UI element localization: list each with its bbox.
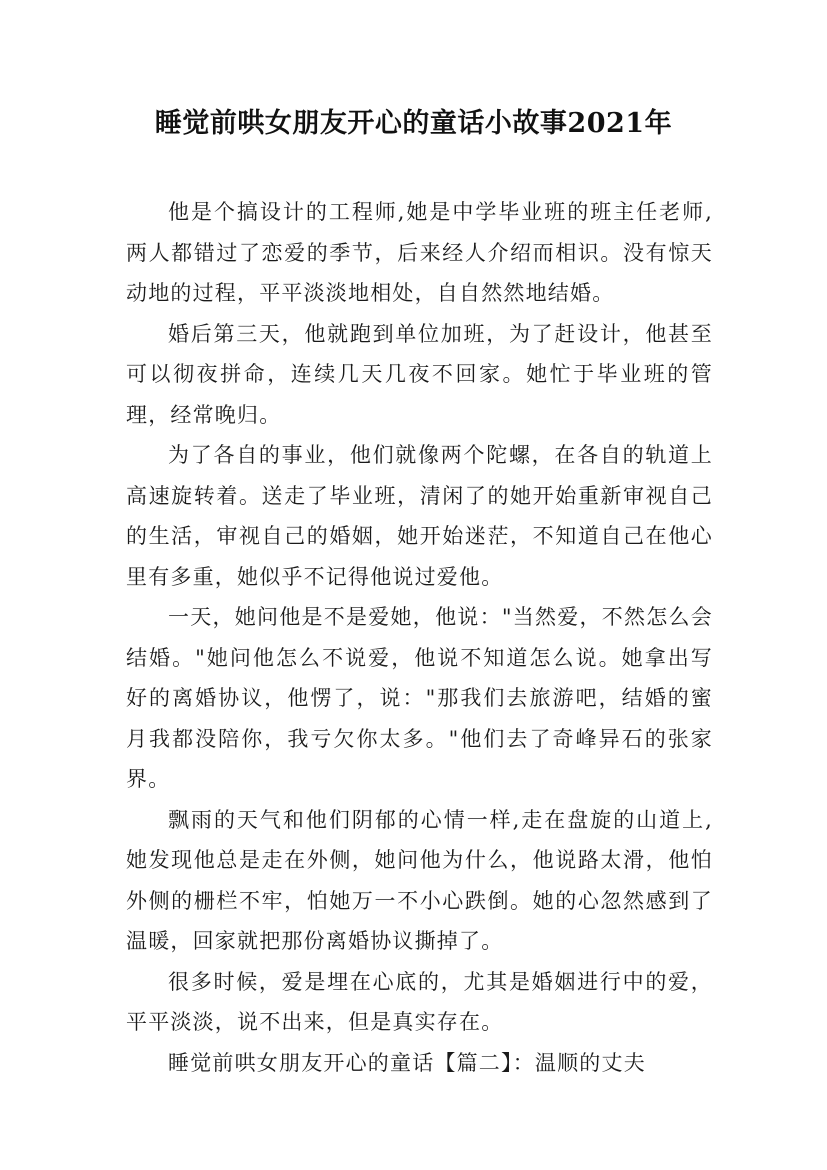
paragraph: 他是个搞设计的工程师,她是中学毕业班的班主任老师,两人都错过了恋爱的季节，后来经人介绍而相识。没有惊天动地的过程，平平淡淡地相处，自自然然地结婚。 (126, 200, 713, 305)
document-body (126, 192, 713, 1083)
paragraph: 很多时候，爱是埋在心底的，尤其是婚姻进行中的爱，平平淡淡，说不出来，但是真实存在。 (126, 969, 713, 1034)
paragraph: 婚后第三天，他就跑到单位加班，为了赶设计，他甚至可以彻夜拼命，连续几天几夜不回家。她忙于毕业班的管理，经常晚归。 (126, 321, 713, 427)
document-title: 睡觉前哄女朋友开心的童话小故事2021年 (154, 108, 673, 139)
paragraph: 为了各自的事业，他们就像两个陀螺，在各自的轨道上高速旋转着。送走了毕业班，清闲了的她开始重新审视自己的生活，审视自己的婚姻，她开始迷茫，不知道自己在他心里有多重，她似乎不记得他说过爱他。 (126, 443, 713, 589)
paragraph: 飘雨的天气和他们阴郁的心情一样,走在盘旋的山道上,她发现他总是走在外侧，她问他为什么，他说路太滑，他怕外侧的栅栏不牢，怕她万一不小心跌倒。她的心忽然感到了温暖，回家就把那份离婚协议撕掉了。 (126, 807, 713, 953)
section-heading: 睡觉前哄女朋友开心的童话【篇二】：温顺的丈夫 (168, 1050, 646, 1075)
paragraph: 一天，她问他是不是爱她，他说："当然爱，不然怎么会结婚。"她问他怎么不说爱，他说不知道怎么说。她拿出写好的离婚协议，他愣了，说："那我们去旅游吧，结婚的蜜月我都没陪你，我亏欠你太多。"他们去了奇峰异石的张家界。 (126, 605, 713, 791)
